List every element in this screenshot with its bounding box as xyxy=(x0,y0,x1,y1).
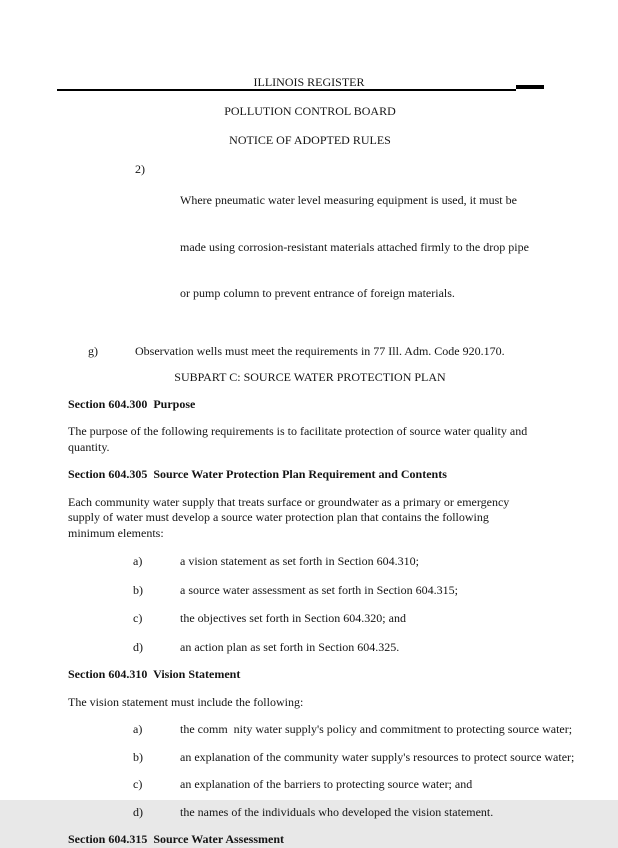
section-604-300-paragraph xyxy=(68,424,552,455)
list-item xyxy=(133,805,552,821)
list-item xyxy=(133,611,552,627)
section-604-310-intro: The vision statement must include the following: xyxy=(68,694,304,709)
list-item-text: the names of the individuals who developed the vision statement. xyxy=(180,804,494,819)
list-item-text: an action plan as set forth in Section 604.325. xyxy=(180,639,400,654)
list-item-label: b) xyxy=(133,582,143,597)
paragraph-line: Each community water supply that treats surface or groundwater as a primary or emergency xyxy=(68,494,510,509)
section-604-300-heading: Section 604.300 Purpose xyxy=(68,396,196,411)
list-item xyxy=(133,554,552,570)
paragraph-line: The purpose of the following requirements is to facilitate protection of source water quality and xyxy=(68,424,528,438)
list-item-label: d) xyxy=(133,804,143,819)
paragraph-line: minimum elements: xyxy=(68,525,164,540)
clause-2 xyxy=(135,162,552,333)
list-item xyxy=(133,722,573,738)
clause-2-line: Where pneumatic water level measuring equipment is used, it must be xyxy=(180,193,517,207)
clause-2-line: made using corrosion-resistant materials attached firmly to the drop pipe xyxy=(180,239,529,254)
list-item-label: a) xyxy=(133,722,143,736)
list-item xyxy=(133,777,552,793)
clause-g xyxy=(88,344,552,360)
list-item-label: c) xyxy=(133,777,143,791)
document-body xyxy=(68,104,575,848)
section-604-305-heading: Section 604.305 Source Water Protection Plan Requirement and Contents xyxy=(68,467,447,481)
list-item-label: d) xyxy=(133,639,143,654)
list-item-label: a) xyxy=(133,554,143,568)
list-item-text: the objectives set forth in Section 604.320; and xyxy=(180,611,406,625)
clause-2-line: or pump column to prevent entrance of foreign materials. xyxy=(180,286,455,300)
register-title: ILLINOIS REGISTER xyxy=(253,75,365,89)
list-item-label: c) xyxy=(133,611,143,625)
section-604-305-paragraph xyxy=(68,495,552,542)
clause-g-text: Observation wells must meet the requirements in 77 Ill. Adm. Code 920.170. xyxy=(135,343,505,358)
list-item xyxy=(133,749,575,766)
header-rule xyxy=(57,89,516,91)
clause-g-label: g) xyxy=(88,343,98,358)
list-item-text: the comm nity water supply's policy and commitment to protecting source water; xyxy=(180,722,573,736)
list-item xyxy=(133,640,552,656)
list-item-text: a source water assessment as set forth in Section 604.315; xyxy=(180,582,458,597)
list-item-text: a vision statement as set forth in Section 604.310; xyxy=(180,554,419,568)
subpart-c-heading: SUBPART C: SOURCE WATER PROTECTION PLAN xyxy=(174,370,446,384)
list-item-label: b) xyxy=(133,749,143,764)
list-item-text: an explanation of the barriers to protecting source water; and xyxy=(180,777,473,791)
list-item-text: an explanation of the community water supply's resources to protect source water; xyxy=(180,749,575,764)
list-item xyxy=(133,583,552,599)
paragraph-line: supply of water must develop a source water protection plan that contains the following xyxy=(68,510,489,524)
section-604-315-heading: Section 604.315 Source Water Assessment xyxy=(68,832,284,846)
clause-2-text xyxy=(180,162,529,333)
board-title: POLLUTION CONTROL BOARD xyxy=(224,104,396,118)
section-604-310-heading: Section 604.310 Vision Statement xyxy=(68,667,241,681)
clause-2-label: 2) xyxy=(135,162,145,176)
notice-title: NOTICE OF ADOPTED RULES xyxy=(229,132,391,147)
paragraph-line: quantity. xyxy=(68,439,110,454)
header-rule-end-segment xyxy=(516,85,544,89)
